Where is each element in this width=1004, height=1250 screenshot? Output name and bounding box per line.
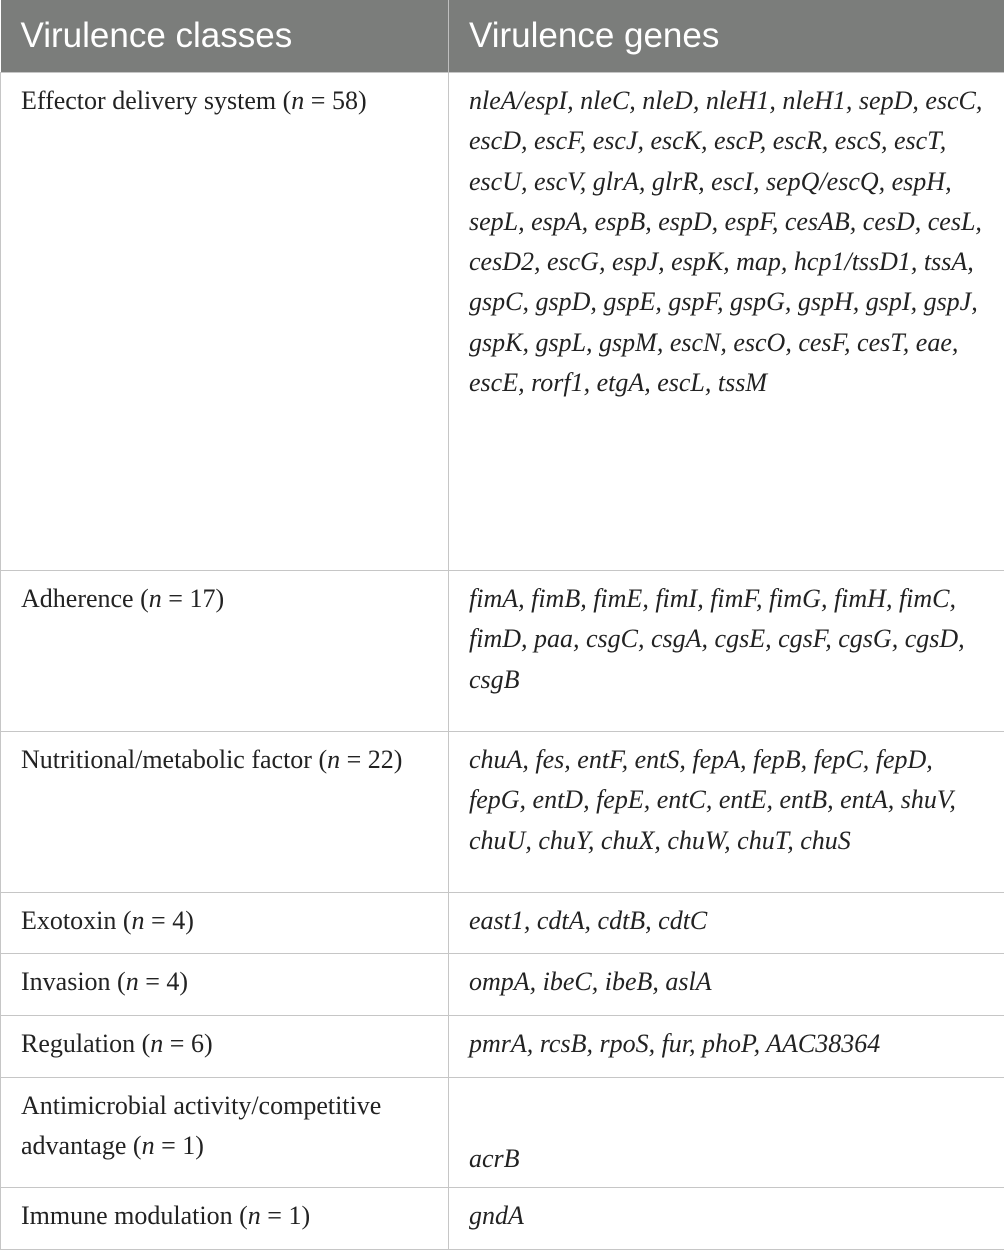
- class-cell: Regulation (n = 6): [1, 1016, 449, 1078]
- gene-count: 1: [182, 1131, 195, 1160]
- class-cell: Immune modulation (n = 1): [1, 1188, 449, 1250]
- gene-count: 22: [368, 745, 394, 774]
- class-cell: Adherence (n = 17): [1, 571, 449, 732]
- genes-cell: east1, cdtA, cdtB, cdtC: [449, 893, 1004, 954]
- gene-count: 1: [288, 1201, 301, 1230]
- genes-cell: acrB: [449, 1078, 1004, 1188]
- table-row: [1, 954, 1004, 1016]
- table-row: [1, 1078, 1004, 1188]
- genes-cell: fimA, fimB, fimE, fimI, fimF, fimG, fimH, fimC, fimD, paa, csgC, csgA, cgsE, cgsF, cgsG, cgsD, csgB: [449, 571, 1004, 732]
- class-name: Effector delivery system: [21, 86, 276, 115]
- table-row: [1, 732, 1004, 893]
- class-cell: Invasion (n = 4): [1, 954, 449, 1016]
- gene-count: 58: [332, 86, 358, 115]
- genes-cell: pmrA, rcsB, rpoS, fur, phoP, AAC38364: [449, 1016, 1004, 1078]
- header-virulence-genes: Virulence genes: [449, 0, 1004, 73]
- table-row: [1, 571, 1004, 732]
- class-cell: Effector delivery system (n = 58): [1, 73, 449, 571]
- table-row: [1, 893, 1004, 954]
- class-name: Antimicrobial activity/competitive advantage: [21, 1091, 381, 1160]
- class-name: Regulation: [21, 1029, 135, 1058]
- class-name: Invasion: [21, 967, 111, 996]
- class-name: Immune modulation: [21, 1201, 233, 1230]
- gene-count: 6: [191, 1029, 204, 1058]
- genes-cell: ompA, ibeC, ibeB, aslA: [449, 954, 1004, 1016]
- gene-count: 4: [166, 967, 179, 996]
- class-name: Adherence: [21, 584, 134, 613]
- header-virulence-classes: Virulence classes: [1, 0, 449, 73]
- header-row: [1, 0, 1004, 73]
- genes-cell: gndA: [449, 1188, 1004, 1250]
- table-row: [1, 1016, 1004, 1078]
- class-cell: Antimicrobial activity/competitive advantage (n = 1): [1, 1078, 449, 1188]
- genes-cell: nleA/espI, nleC, nleD, nleH1, nleH1, sepD, escC, escD, escF, escJ, escK, escP, escR, escS, escT, escU, escV, glrA, glrR, escI, sepQ/escQ, espH, sepL, espA, espB, espD, espF, cesAB, cesD, cesL, cesD2, escG, espJ, espK, map, hcp1/tssD1, tssA, gspC, gspD, gspE, gspF, gspG, gspH, gspI, gspJ, gspK, gspL, gspM, escN, escO, cesF, cesT, eae, escE, rorf1, etgA, escL, tssM: [449, 73, 1004, 571]
- genes-cell: chuA, fes, entF, entS, fepA, fepB, fepC, fepD, fepG, entD, fepE, entC, entE, entB, entA, shuV, chuU, chuY, chuX, chuW, chuT, chuS: [449, 732, 1004, 893]
- gene-count: 4: [172, 906, 185, 935]
- class-cell: Exotoxin (n = 4): [1, 893, 449, 954]
- table-row: [1, 73, 1004, 571]
- class-name: Exotoxin: [21, 906, 116, 935]
- table-row: [1, 1188, 1004, 1250]
- class-cell: Nutritional/metabolic factor (n = 22): [1, 732, 449, 893]
- gene-count: 17: [189, 584, 215, 613]
- class-name: Nutritional/metabolic factor: [21, 745, 312, 774]
